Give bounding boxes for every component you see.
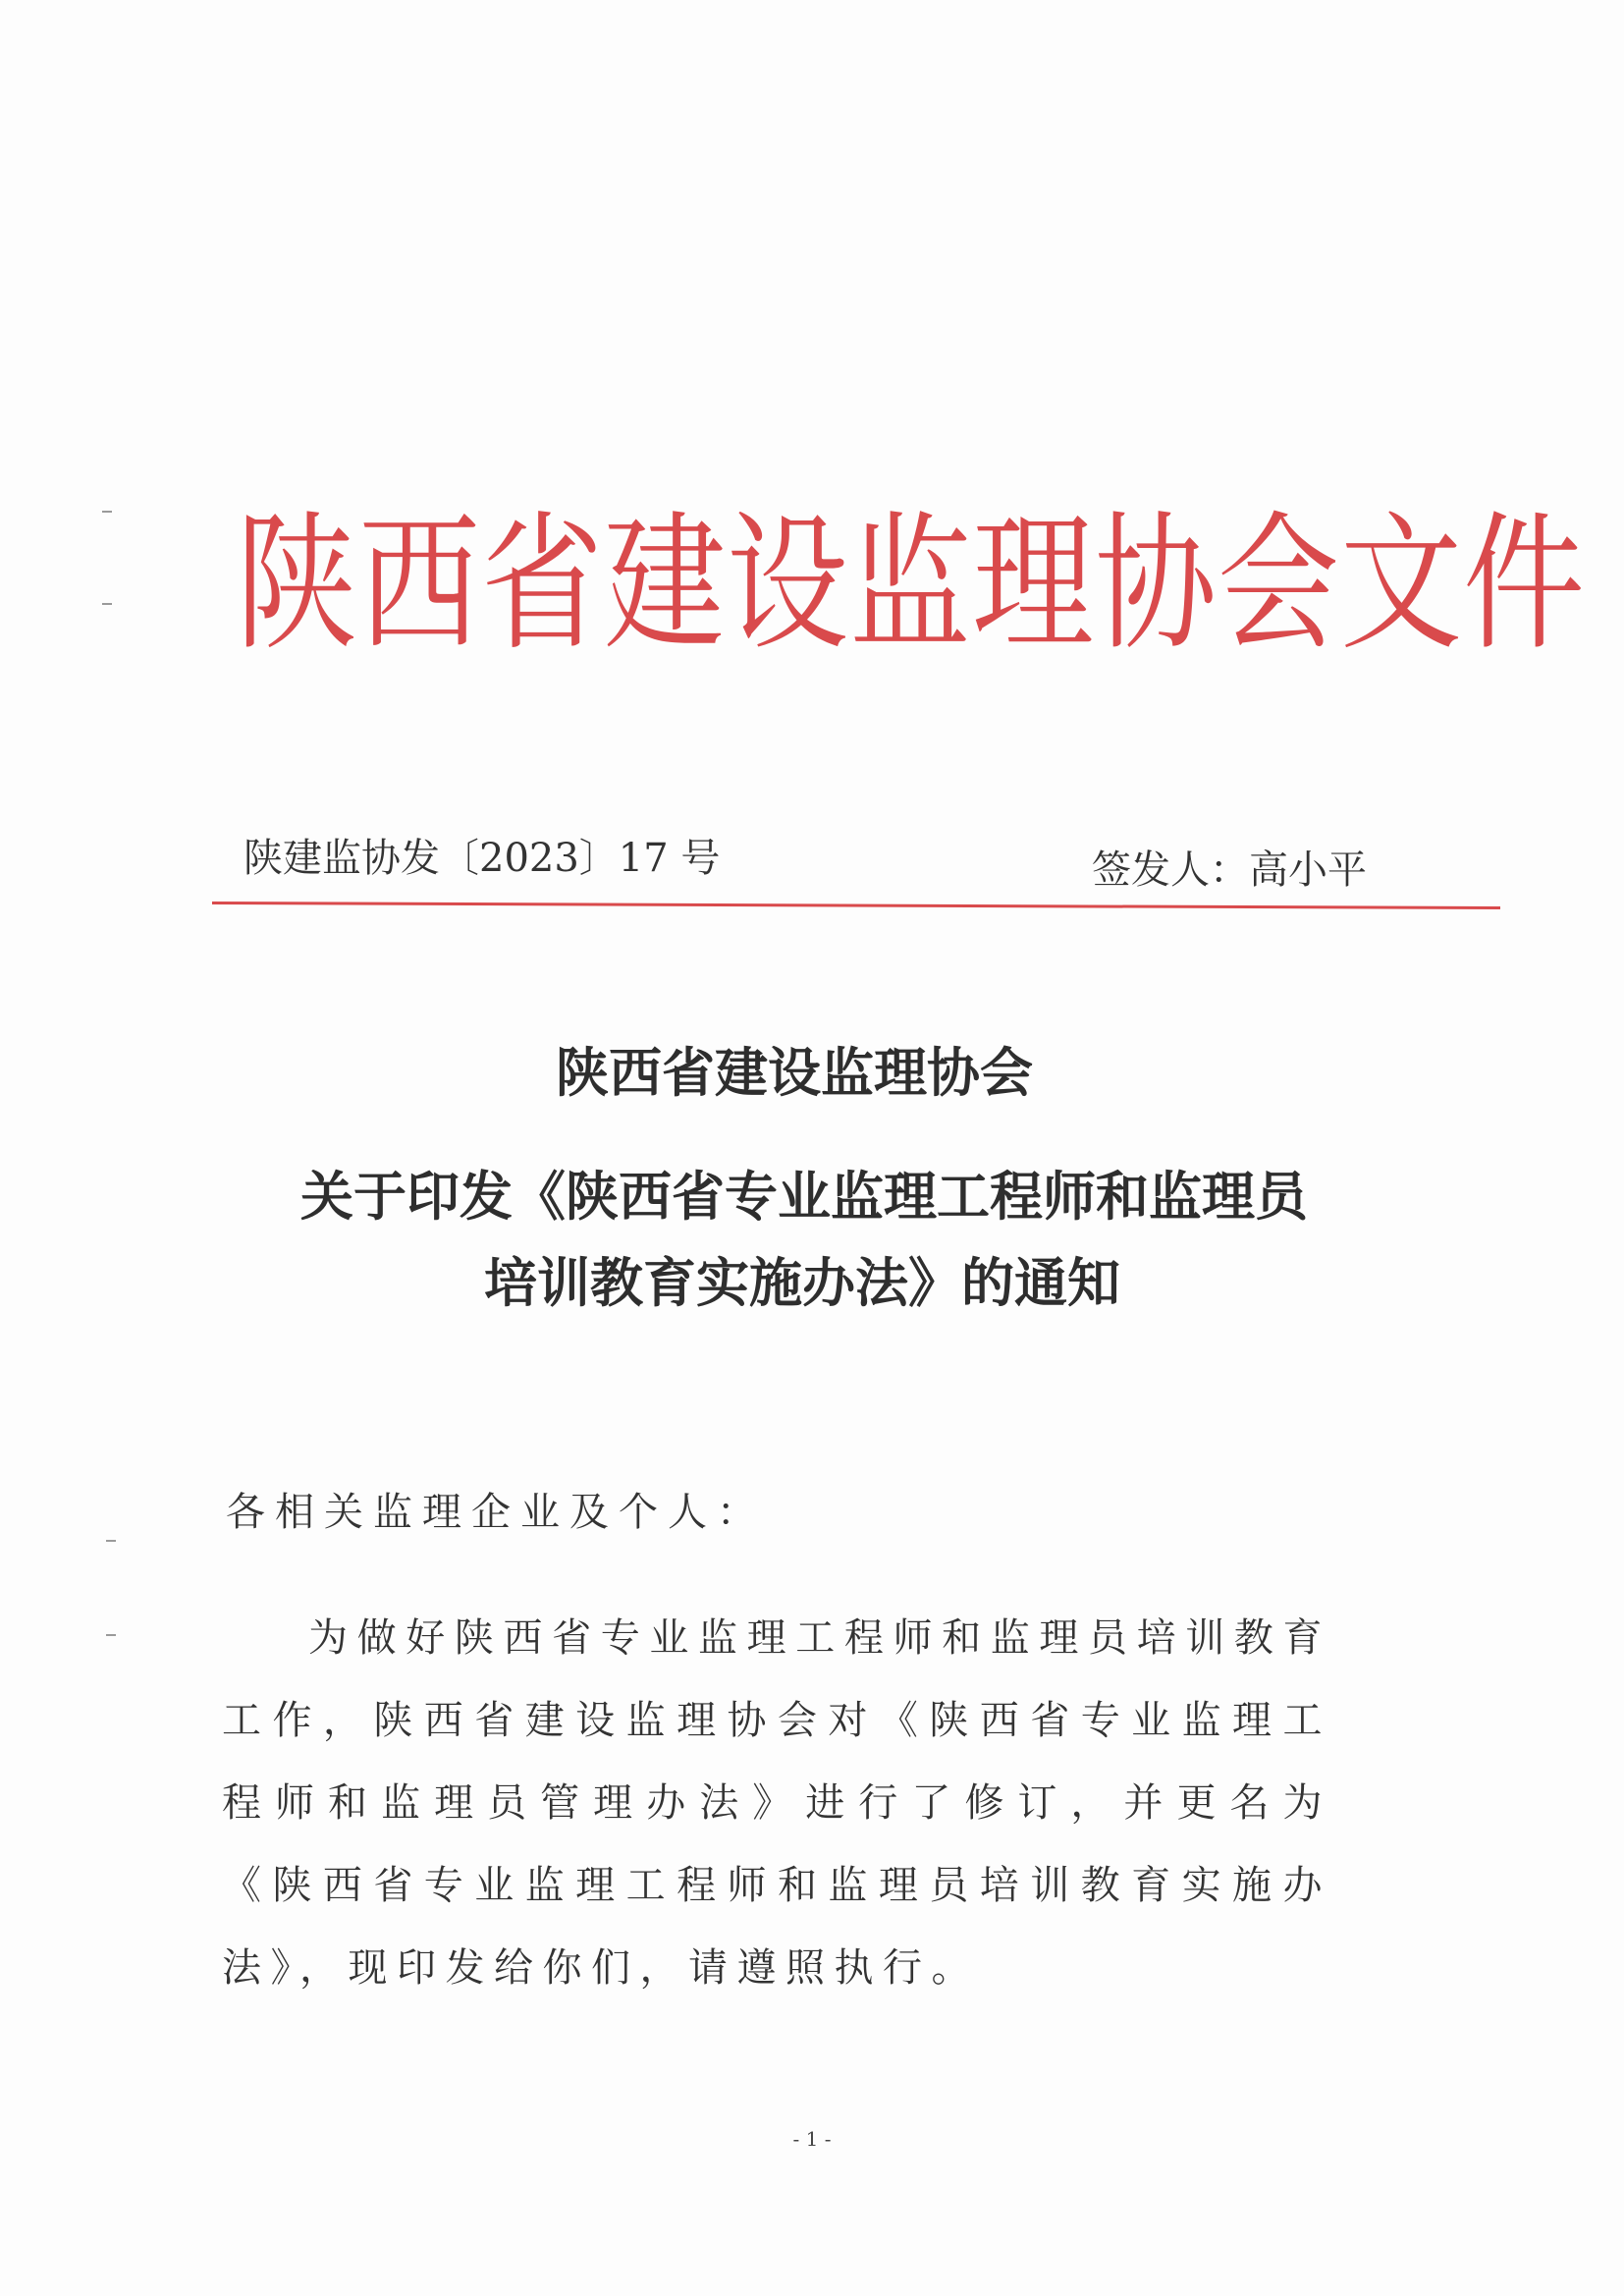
masthead-separator-rule — [212, 902, 1500, 909]
document-number: 陕建监协发〔2023〕17 号 — [244, 836, 721, 881]
page-number: - 1 - — [792, 2127, 832, 2151]
issuer-line — [1092, 839, 1367, 895]
issuer-label: 签发人： — [1092, 847, 1249, 893]
issuer-name: 高小平 — [1249, 847, 1367, 893]
notice-title-line-2: 关于印发《陕西省专业监理工程师和监理员 — [300, 1166, 1308, 1228]
body-paragraph: 为做好陕西省专业监理工程师和监理员培训教育工作，陕西省建设监理协会对《陕西省专业监理工程师和监理员管理办法》进行了修订，并更名为《陕西省专业监理工程师和监理员培训教育实施办法》，现印发给你们，请遵照执行。 — [222, 1615, 1331, 1991]
notice-title-line-3: 培训教育实施办法》的通知 — [484, 1252, 1120, 1314]
notice-title-line-1: 陕西省建设监理协会 — [556, 1042, 1033, 1104]
scan-artifact — [102, 603, 112, 605]
scan-artifact — [102, 511, 112, 513]
masthead-title: 陕西省建设监理协会文件 — [236, 498, 1587, 672]
scan-artifact — [106, 1634, 116, 1636]
scan-artifact — [106, 1540, 116, 1542]
salutation: 各相关监理企业及个人： — [226, 1490, 766, 1535]
